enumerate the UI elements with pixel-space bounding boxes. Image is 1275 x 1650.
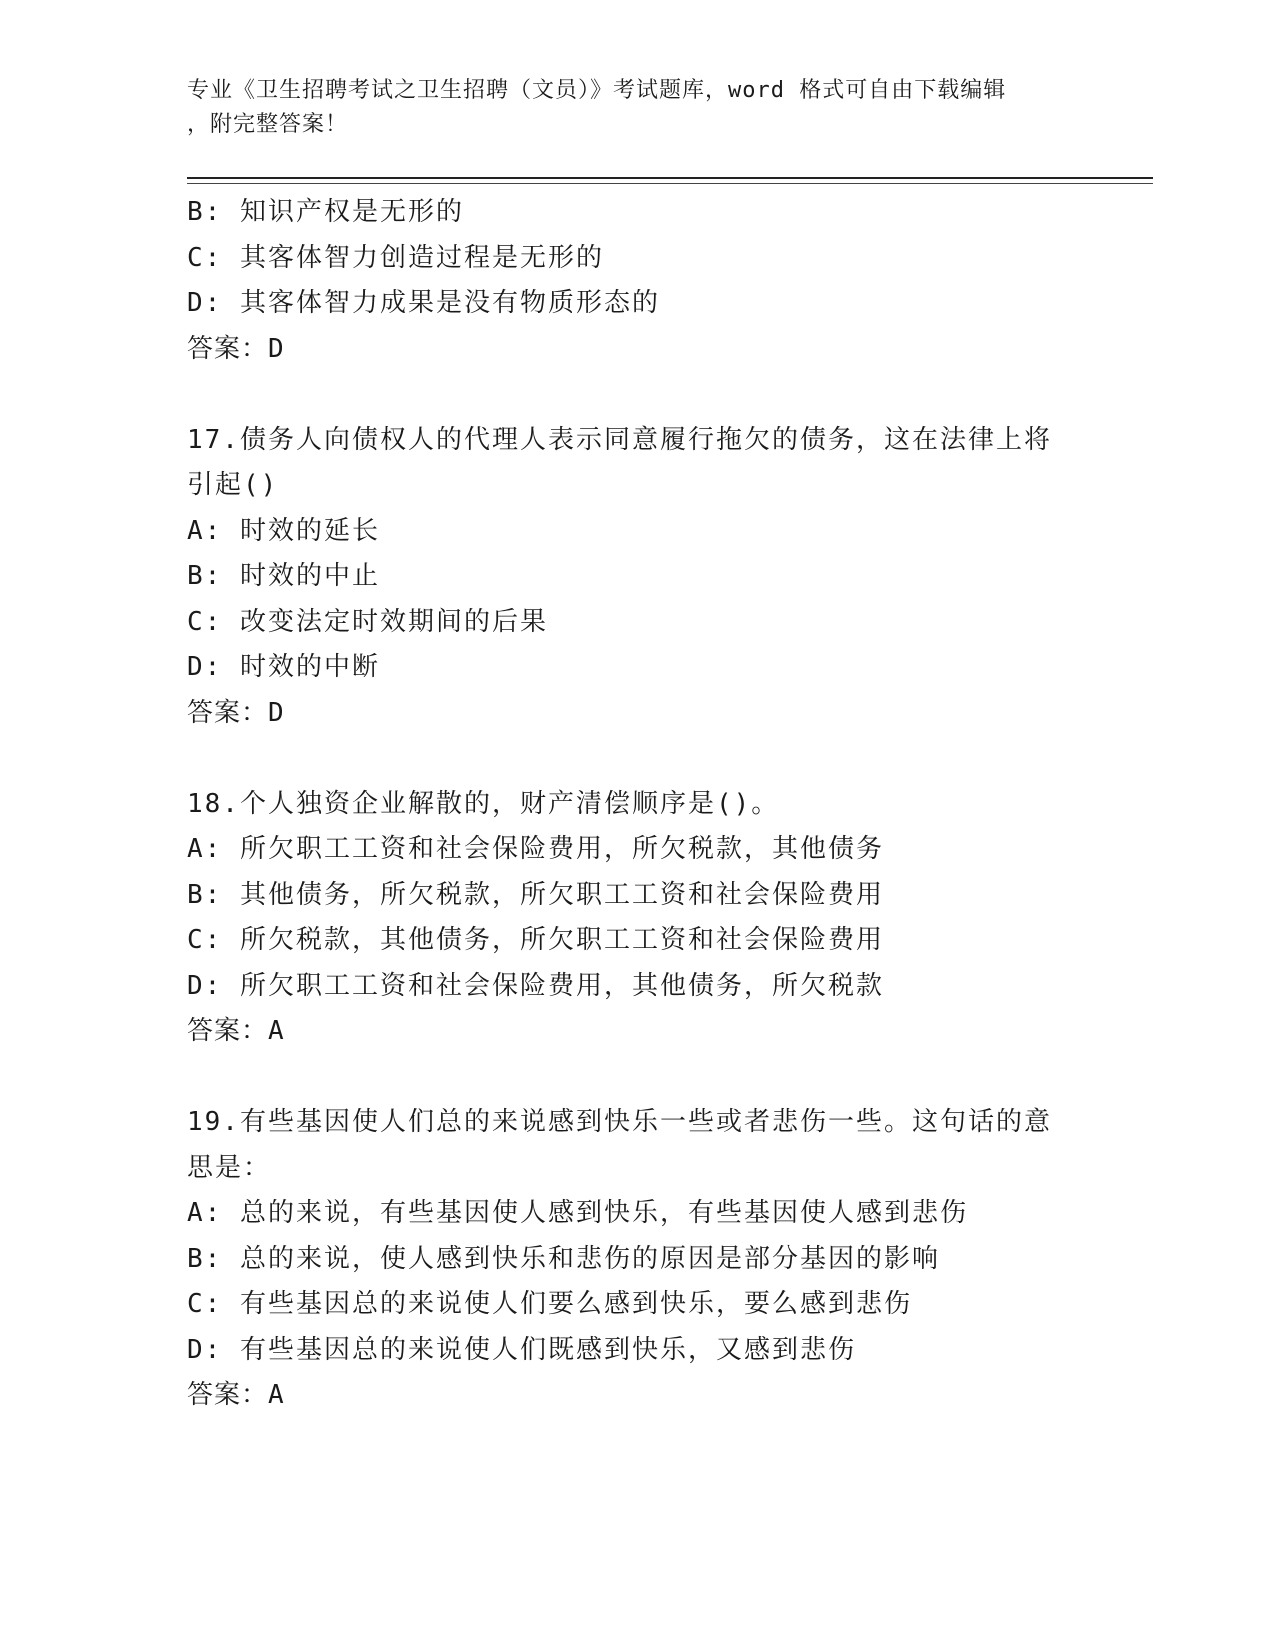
option-b: B: 总的来说，使人感到快乐和悲伤的原因是部分基因的影响 bbox=[187, 1243, 940, 1274]
option-a: A: 所欠职工工资和社会保险费用，所欠税款，其他债务 bbox=[187, 834, 884, 864]
question-stem-line-1: 19.有些基因使人们总的来说感到快乐一些或者悲伤一些。这句话的意 bbox=[187, 1107, 1052, 1137]
option-b: B: 其他债务，所欠税款，所欠职工工资和社会保险费用 bbox=[187, 879, 884, 910]
question-list bbox=[187, 190, 1087, 1419]
option-d: D: 有些基因总的来说使人们既感到快乐，又感到悲伤 bbox=[187, 1334, 856, 1365]
question-18 bbox=[187, 782, 1087, 1055]
option-c: C: 所欠税款，其他债务，所欠职工工资和社会保险费用 bbox=[187, 925, 884, 955]
option-c: C: 改变法定时效期间的后果 bbox=[187, 606, 548, 637]
question-stem-line-1: 17.债务人向债权人的代理人表示同意履行拖欠的债务，这在法律上将 bbox=[187, 424, 1052, 455]
option-b: B: 时效的中止 bbox=[187, 561, 380, 591]
spacer bbox=[187, 1055, 1087, 1101]
spacer bbox=[187, 736, 1087, 782]
header-line-1: 专业《卫生招聘考试之卫生招聘（文员）》考试题库，word 格式可自由下载编辑 bbox=[187, 78, 1007, 103]
document-header bbox=[187, 74, 1087, 142]
question-19 bbox=[187, 1100, 1087, 1419]
option-c: C: 有些基因总的来说使人们要么感到快乐，要么感到悲伤 bbox=[187, 1289, 912, 1319]
answer-line: 答案：A bbox=[187, 1016, 285, 1046]
option-a: A: 总的来说，有些基因使人感到快乐，有些基因使人感到悲伤 bbox=[187, 1198, 968, 1228]
header-rule-thin bbox=[187, 183, 1153, 184]
answer-line: 答案：D bbox=[187, 697, 285, 728]
header-rule-thick bbox=[187, 177, 1153, 179]
header-line-2: ，附完整答案！ bbox=[187, 112, 349, 137]
question-stem-line-1: 18.个人独资企业解散的，财产清偿顺序是()。 bbox=[187, 788, 780, 819]
option-b: B: 知识产权是无形的 bbox=[187, 197, 464, 227]
option-a: A: 时效的延长 bbox=[187, 515, 380, 546]
option-d: D: 所欠职工工资和社会保险费用，其他债务，所欠税款 bbox=[187, 970, 884, 1001]
question-stem-line-2: 思是： bbox=[187, 1152, 272, 1183]
option-d: D: 其客体智力成果是没有物质形态的 bbox=[187, 288, 660, 318]
answer-line: 答案：D bbox=[187, 333, 285, 364]
option-c: C: 其客体智力创造过程是无形的 bbox=[187, 242, 604, 273]
answer-line: 答案：A bbox=[187, 1380, 285, 1410]
question-16-continuation bbox=[187, 190, 1087, 372]
option-d: D: 时效的中断 bbox=[187, 652, 380, 682]
spacer bbox=[187, 372, 1087, 418]
question-stem-line-2: 引起() bbox=[187, 470, 279, 500]
question-17 bbox=[187, 418, 1087, 737]
